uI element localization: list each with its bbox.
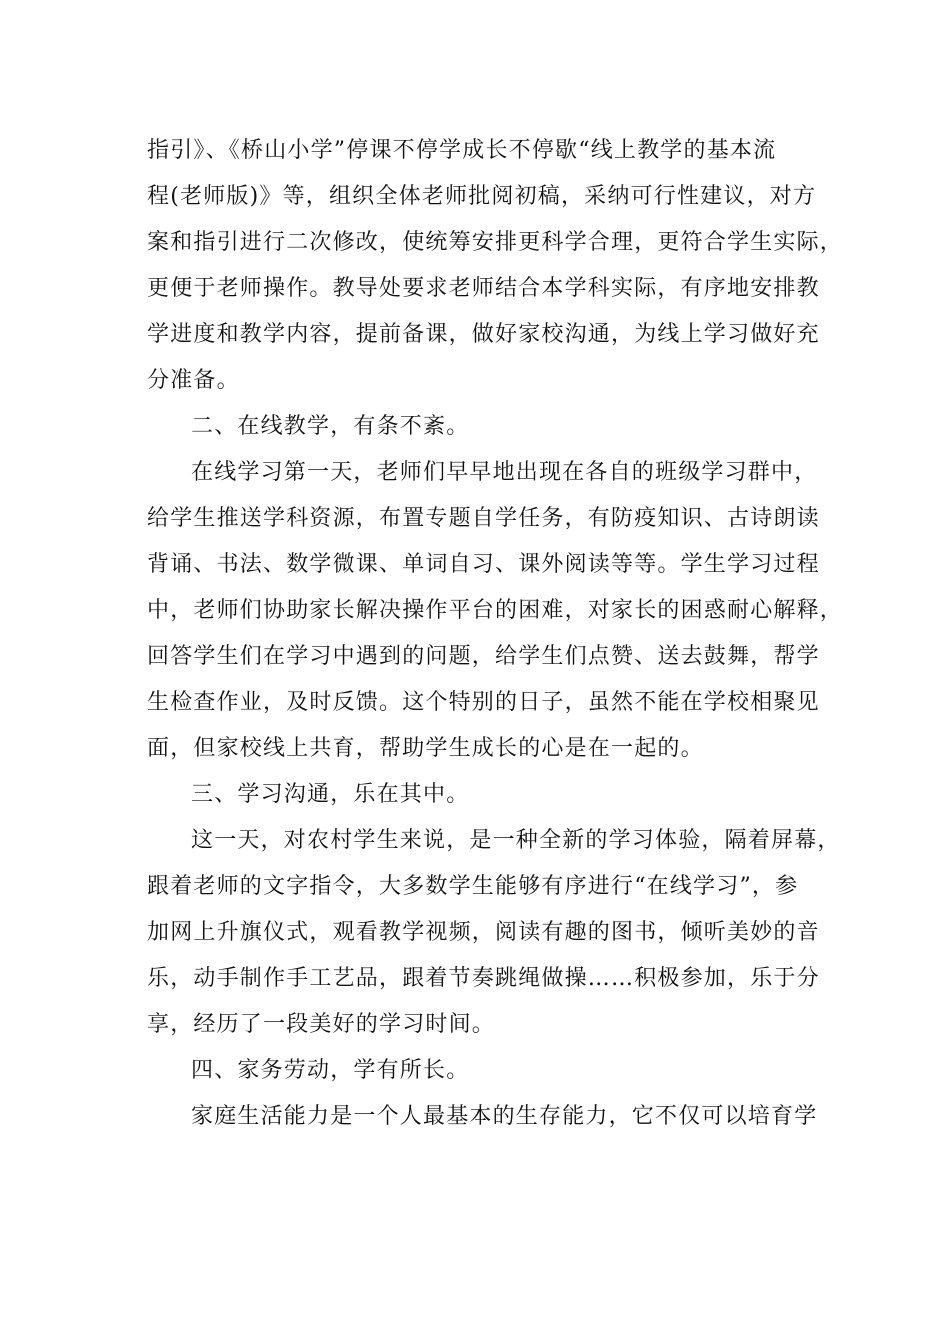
text-line: 案和指引进行二次修改，使统筹安排更科学合理，更符合学生实际， — [147, 230, 844, 255]
text-line: 加网上升旗仪式，观看教学视频，阅读有趣的图书，倾听美妙的音 — [147, 920, 820, 945]
text-line: 在线学习第一天，老师们早早地出现在各自的班级学习群中， — [191, 460, 818, 485]
text-line: 给学生推送学科资源，布置专题自学任务，有防疫知识、古诗朗读 — [147, 506, 820, 531]
text-line: 学进度和教学内容，提前备课，做好家校沟通，为线上学习做好充 — [147, 322, 820, 347]
section-heading: 四、家务劳动，学有所长。 — [191, 1058, 470, 1083]
text-line: 跟着老师的文字指令，大多数学生能够有序进行“在线学习”，参 — [147, 874, 799, 899]
text-line: 这一天，对农村学生来说，是一种全新的学习体验，隔着屏幕， — [191, 828, 841, 853]
text-line: 中，老师们协助家长解决操作平台的困难，对家长的困惑耐心解释， — [147, 598, 844, 623]
text-line: 回答学生们在学习中遇到的问题，给学生们点赞、送去鼓舞，帮学 — [147, 644, 820, 669]
text-line: 指引》、《桥山小学”停课不停学成长不停歇“线上教学的基本流 — [147, 138, 777, 163]
text-line: 乐，动手制作手工艺品，跟着节奏跳绳做操……积极参加，乐于分 — [147, 966, 820, 991]
section-heading: 二、在线教学，有条不紊。 — [191, 414, 470, 439]
text-line: 程(老师版)》等，组织全体老师批阅初稿，采纳可行性建议，对方 — [147, 184, 817, 209]
text-line: 分准备。 — [147, 368, 240, 393]
text-line: 生检查作业，及时反馈。这个特别的日子，虽然不能在学校相聚见 — [147, 690, 820, 715]
text-line: 面，但家校线上共育，帮助学生成长的心是在一起的。 — [147, 736, 704, 761]
text-line: 家庭生活能力是一个人最基本的生存能力，它不仅可以培育学 — [191, 1104, 818, 1129]
text-line: 背诵、书法、数学微课、单词自习、课外阅读等等。学生学习过程 — [147, 552, 820, 577]
section-heading: 三、学习沟通，乐在其中。 — [191, 782, 470, 807]
text-line: 更便于老师操作。教导处要求老师结合本学科实际，有序地安排教 — [147, 276, 820, 301]
text-line: 享，经历了一段美好的学习时间。 — [147, 1012, 496, 1037]
